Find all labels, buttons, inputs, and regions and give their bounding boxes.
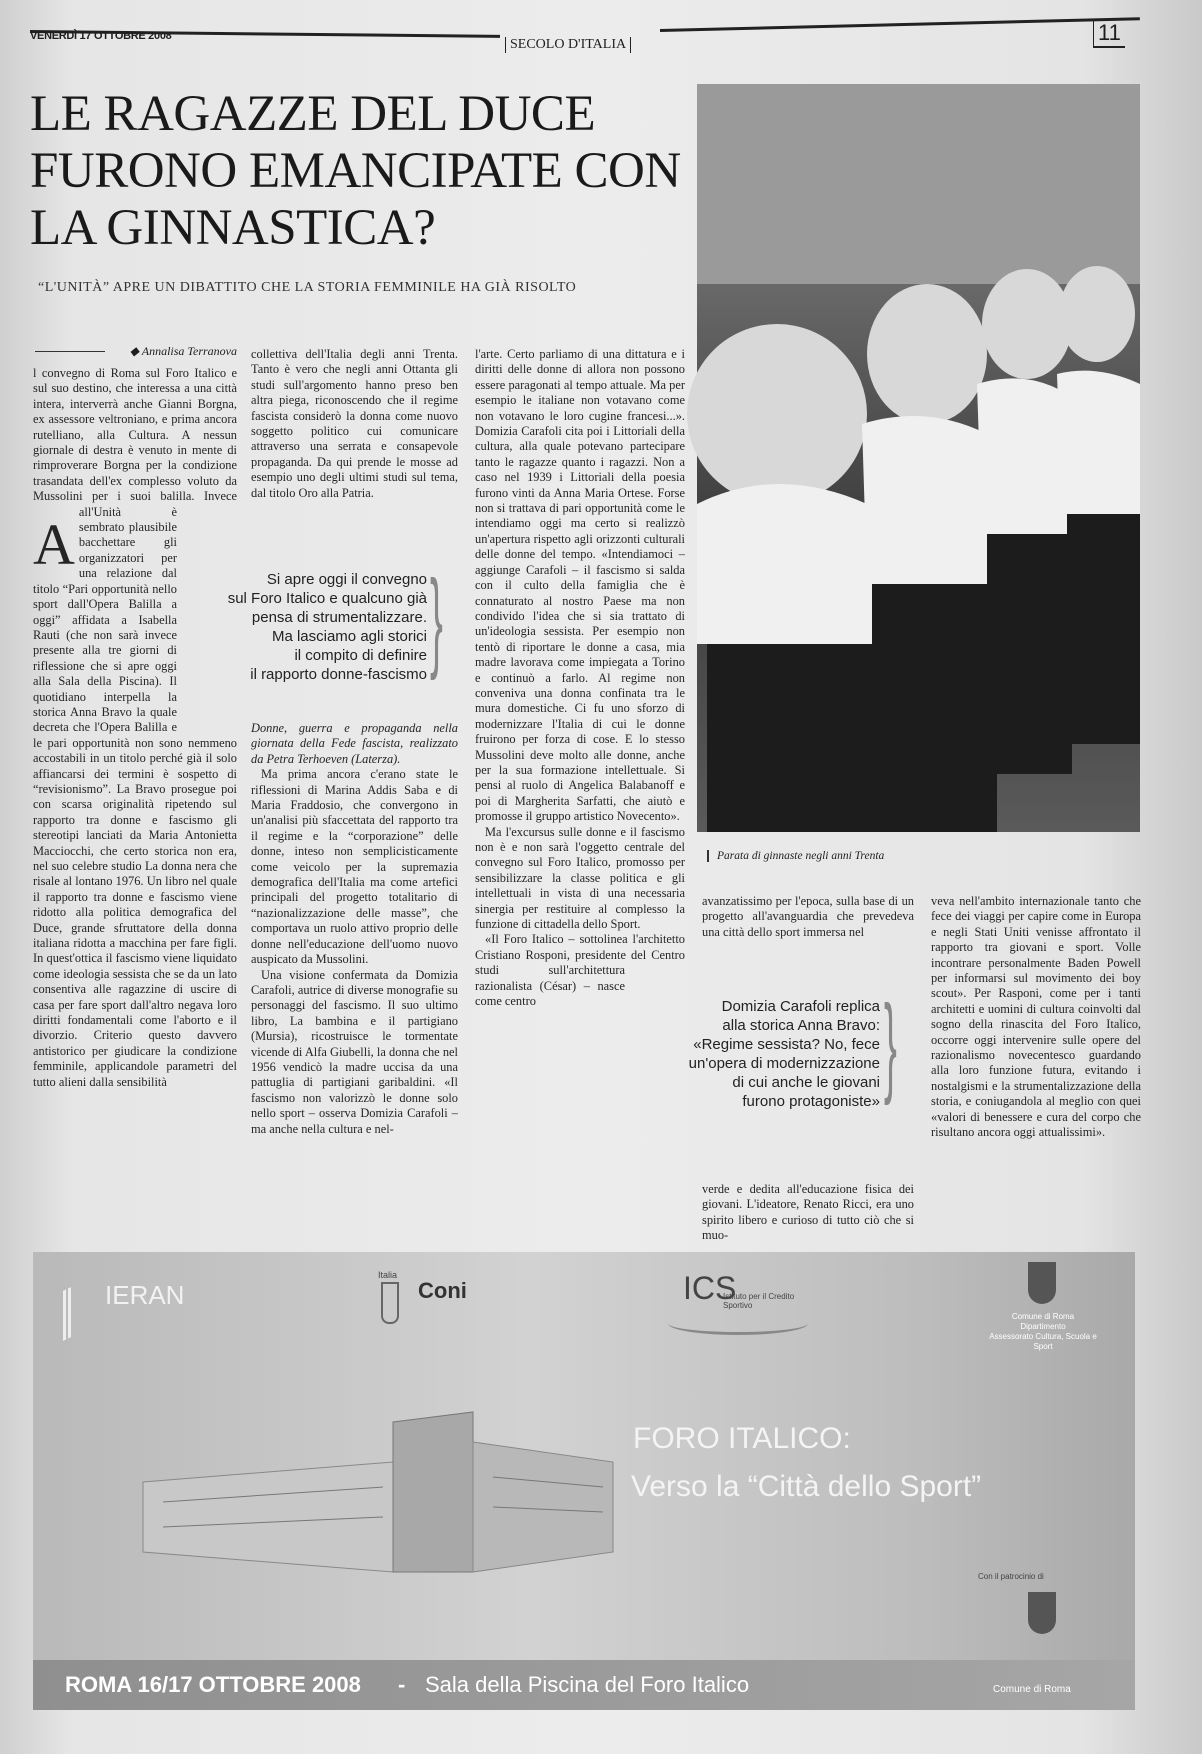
article-column-5 <box>931 894 1141 1230</box>
paragraph: veva nell'ambito internazionale tanto che fece dei viaggi per capire come in Europa e negli Stati Uniti venisse affrontato il rapporto tra giovani e sport. Volle incontrare personalmente Baden Powell per informarsi sul movimento dei boy scout». Per Rasponi, come per i tanti architetti e uomini di cultura coinvolti dal sogno della rinascita del Foro Italico, occorre oggi intervenire sulle opere del razionalismo novecentesco guardando alla loro funzione futura, evitando i nostalgismi e la strumentalizzazione della storia, e coniugandola al meglio con quei «valori di benessere e cura del corpo che risultano ancora oggi attualissimi». <box>931 894 1141 1140</box>
ad-headline-2: Verso la “Città dello Sport” <box>631 1470 982 1503</box>
paragraph: l convegno di Roma sul Foro Italico e sul suo destino, che interessa a una città intera, interverrà anche Gianni Borgna, ex assessore veltroniano, e prima ancora rutelliano, alla Cultura. A nessun giornale di destra è venuto in mente di rimproverare Borgna per la condizione trasandata dell'ex complesso voluto da Mussolini per i suoi balilla. Invece all'Unità è sembrato plausibile bacchettare gli organizzatori per una relazione dal titolo “Pari opportunità nello sport dall'Opera Balilla a oggi” affidata a Isabella Rauti (che non sarà invece presente alla tre giorni di riflessione che si apre oggi alla Sala della Piscina). Il quotidiano interpella la storica Anna Bravo la quale decreta che l'Opera Balilla e le pari opportunità non sono nemmeno accostabili in un titolo perché già il solo affiancarsi dei termini è sospetto di “revisionismo”. La Bravo prosegue poi con scarsa originalità ripetendo sul rapporto tra donne e fascismo gli stereotipi lanciati da Maria Antonietta Macciocchi, che certo storica non era, nel suo celebre studio La donna nera che risale al lontano 1976. Un libro nel quale il rapporto tra donne e fascismo viene ridotto alla politica demografica del Duce, grande sfruttatore della donna italiana ridotta a macchina per fare figli. In quest'ottica il fascismo viene liquidato come ideologia sessista che se da un lato consentiva alle ragazzine di uscire di casa per fare sport dall'altro negava loro diritti fondamentali come l'aborto e il divorzio. Criterio questo davvero antistorico per giudicare la condizione femminile, applicandole parametri del tutto alieni dalla sensibilità <box>33 366 237 1089</box>
paragraph: Ma l'excursus sulle donne e il fascismo non è e non sarà l'oggetto centrale del convegno sul Foro Italico, promosso per sensibilizzare la classe politica e gli intellettuali in vista di una necessaria sinergia per restituire al complesso la funzione di cittadella dello Sport. <box>475 824 685 932</box>
brace-ornament: } <box>883 983 897 1106</box>
pull-quote-1 <box>185 570 427 684</box>
comune-sub-label: Assessorato Cultura, Scuola e Sport <box>989 1332 1097 1351</box>
photo-gymnasts <box>697 84 1140 832</box>
paragraph: Ma prima ancora c'erano state le riflessioni di Marina Addis Saba e di Maria Fraddosio, che convergono in un'analisi più sfaccettata del rapporto tra il regime e la “corporazione” delle donne, inteso non semplicisticamente come veicolo per la supremazia demografica dell'Italia ma come artefici principali del progetto totalitario di “nazionalizzazione delle masse”, che comportava un ruolo attivo proprio delle donne nell'educazione dell'uomo nuovo auspicato da Mussolini. <box>251 767 458 967</box>
article-column-2-bottom <box>251 721 458 1230</box>
ad-footer-bar <box>33 1660 1135 1710</box>
paragraph: l'arte. Certo parliamo di una dittatura e i diritti delle donne di allora non possono essere paragonati al tempo attuale. Ma per esempio le italiane non votavano come non votavano le loro cugine francesi...». Domizia Carafoli cita poi i Littoriali della cultura, alla quale potevano partecipare tanto le ragazze quanto i ragazzi. Non a caso nel 1939 i Littoriali della poesia furono vinti da Anna Maria Ortese. Forse non si trattava di pari opportunità come le intendiamo oggi ma certo si realizzò un'apertura rispetto agli orizzonti culturali delle donne del tempo. «Intendiamoci – aggiunge Carafoli – il fascismo si salda con il culto della famiglia che è connaturato al nostro Paese ma non condivido l'idea che si sia trattato di un'ideologia sessista. Per esempio non tentò di riportare le donne a casa, mia madre lavorava come impiegata a Torino e continuò a farlo. Al regime non conveniva una donna confinata tra le mura domestiche. Ci fu uno sforzo di modernizzare l'Italia di cui le donne fruirono per forza di cose. E lo stesso Mussolini deve molto alle donne, anche per la sua formazione intellettuale. Si pensi al ruolo di Angelica Balabanoff e poi di Margherita Sarfatti, che aiutò e promosse il gruppo artistico Novecento». <box>475 347 685 824</box>
paragraph: «Il Foro Italico – sottolinea l'architetto Cristiano Rosponi, presidente del Centro studi sull'architettura razionalista (César) – nasce come centro <box>475 932 685 1009</box>
pull-quote-line: sul Foro Italico e qualcuno già <box>227 590 427 607</box>
pull-quote-2 <box>640 997 880 1111</box>
pull-quote-line: di cui anche le giovani <box>732 1074 880 1091</box>
patron-name: Comune di Roma <box>993 1684 1071 1695</box>
pull-quote-line: furono protagoniste» <box>742 1093 880 1110</box>
article-column-4-top <box>702 894 914 967</box>
ics-logo: ICS <box>683 1270 737 1306</box>
photo-caption: Parata di ginnaste negli anni Trenta <box>707 850 884 862</box>
ad-event-date: ROMA 16/17 OTTOBRE 2008 <box>65 1672 361 1697</box>
ics-logo-subtitle: Istituto per il Credito Sportivo <box>723 1292 795 1310</box>
pull-quote-line: Ma lasciamo agli storici <box>271 628 427 645</box>
paragraph: Una visione confermata da Domizia Carafoli, autrice di diverse monografie su personaggi del fascismo. Il suo ultimo libro, La bambina e il partigiano (Mursia), ricostruisce le tormentate vicende di Alfa Giubelli, la donna che nel 1956 vendicò la madre uccisa da una pattuglia di partigiani garibaldini. «Il fascismo non valorizzò le donne solo nello sport – osserva Domizia Carafoli – ma anche nella cultura e nel- <box>251 967 458 1136</box>
ics-swoosh-icon <box>668 1312 808 1335</box>
paragraph: avanzatissimo per l'epoca, sulla base di un progetto all'avanguardia che prevedeva una città dello sport immersa nel <box>702 894 914 939</box>
pull-quote-line: un'opera di modernizzazione <box>688 1055 880 1072</box>
coni-logo-top: Italia <box>378 1270 398 1280</box>
pull-quote-line: «Regime sessista? No, fece <box>693 1036 880 1053</box>
pull-quote-line: pensa di strumentalizzare. <box>251 609 427 626</box>
author-name: Annalisa Terranova <box>141 344 237 358</box>
comune-sub-label: Dipartimento <box>1020 1322 1066 1331</box>
pull-quote-line: Si apre oggi il convegno <box>266 571 427 588</box>
coni-logo: Coni <box>418 1278 467 1303</box>
pull-quote-line: alla storica Anna Bravo: <box>722 1017 880 1034</box>
ad-event-venue: Sala della Piscina del Foro Italico <box>425 1672 750 1697</box>
header-date: VENERDÌ 17 OTTOBRE 2008 <box>30 30 172 42</box>
header-rule <box>660 17 1140 32</box>
brace-ornament: } <box>429 558 443 681</box>
paragraph: collettiva dell'Italia degli anni Trenta. Tanto è vero che negli anni Ottanta gli studi sull'argomento hanno preso ben altra piega, riconoscendo che il regime fascista considerò la donna come nuovo soggetto politico cui comunicare attraverso una serrata e consapevole propaganda. Da qui prende le mosse ad esempio uno degli ultimi studi sul tema, dal titolo Oro alla Patria. <box>251 347 458 500</box>
comune-roma-crest-icon <box>1028 1262 1056 1304</box>
article-column-1 <box>33 366 237 1230</box>
article-column-2-top <box>251 347 458 531</box>
advertisement-foro-italico <box>33 1252 1135 1710</box>
ad-headline-1: FORO ITALICO: <box>633 1422 851 1455</box>
page-number: 11 <box>1093 20 1125 48</box>
photo-illustration <box>697 84 1140 832</box>
ad-footer-separator: - <box>398 1672 406 1697</box>
pull-quote-line: il rapporto donne-fascismo <box>250 666 427 683</box>
pull-quote-line: Domizia Carafoli replica <box>721 998 880 1015</box>
byline: ◆ Annalisa Terranova <box>35 344 237 359</box>
building-illustration <box>143 1402 623 1582</box>
header-paper-name: SECOLO D'ITALIA <box>505 37 631 53</box>
patronage-label: Con il patrocinio di <box>978 1572 1044 1581</box>
article-title: LE RAGAZZE DEL DUCE FURONO EMANCIPATE CON LA GINNASTICA? <box>30 86 681 256</box>
ieran-logo-icon <box>63 1273 101 1341</box>
ieran-logo: IERAN <box>105 1280 185 1310</box>
paragraph: verde e dedita all'educazione fisica dei giovani. L'ideatore, Renato Ricci, era uno spirito libero e curioso di tutto ciò che si muo- <box>702 1182 914 1243</box>
drop-cap: A <box>33 512 75 577</box>
article-subtitle: “L'UNITÀ” APRE UN DIBATTITO CHE LA STORIA FEMMINILE HA GIÀ RISOLTO <box>38 280 577 295</box>
comune-label: Comune di Roma <box>1011 1312 1075 1321</box>
pull-quote-line: il compito di definire <box>294 647 427 664</box>
coni-shield-icon <box>381 1282 399 1324</box>
comune-roma-logo <box>983 1312 1103 1352</box>
comune-roma-crest-icon <box>1028 1592 1056 1634</box>
article-column-4-bottom <box>702 1182 914 1243</box>
paragraph: Donne, guerra e propaganda nella giornata della Fede fascista, realizzato da Petra Terhoeven (Laterza). <box>251 721 458 766</box>
